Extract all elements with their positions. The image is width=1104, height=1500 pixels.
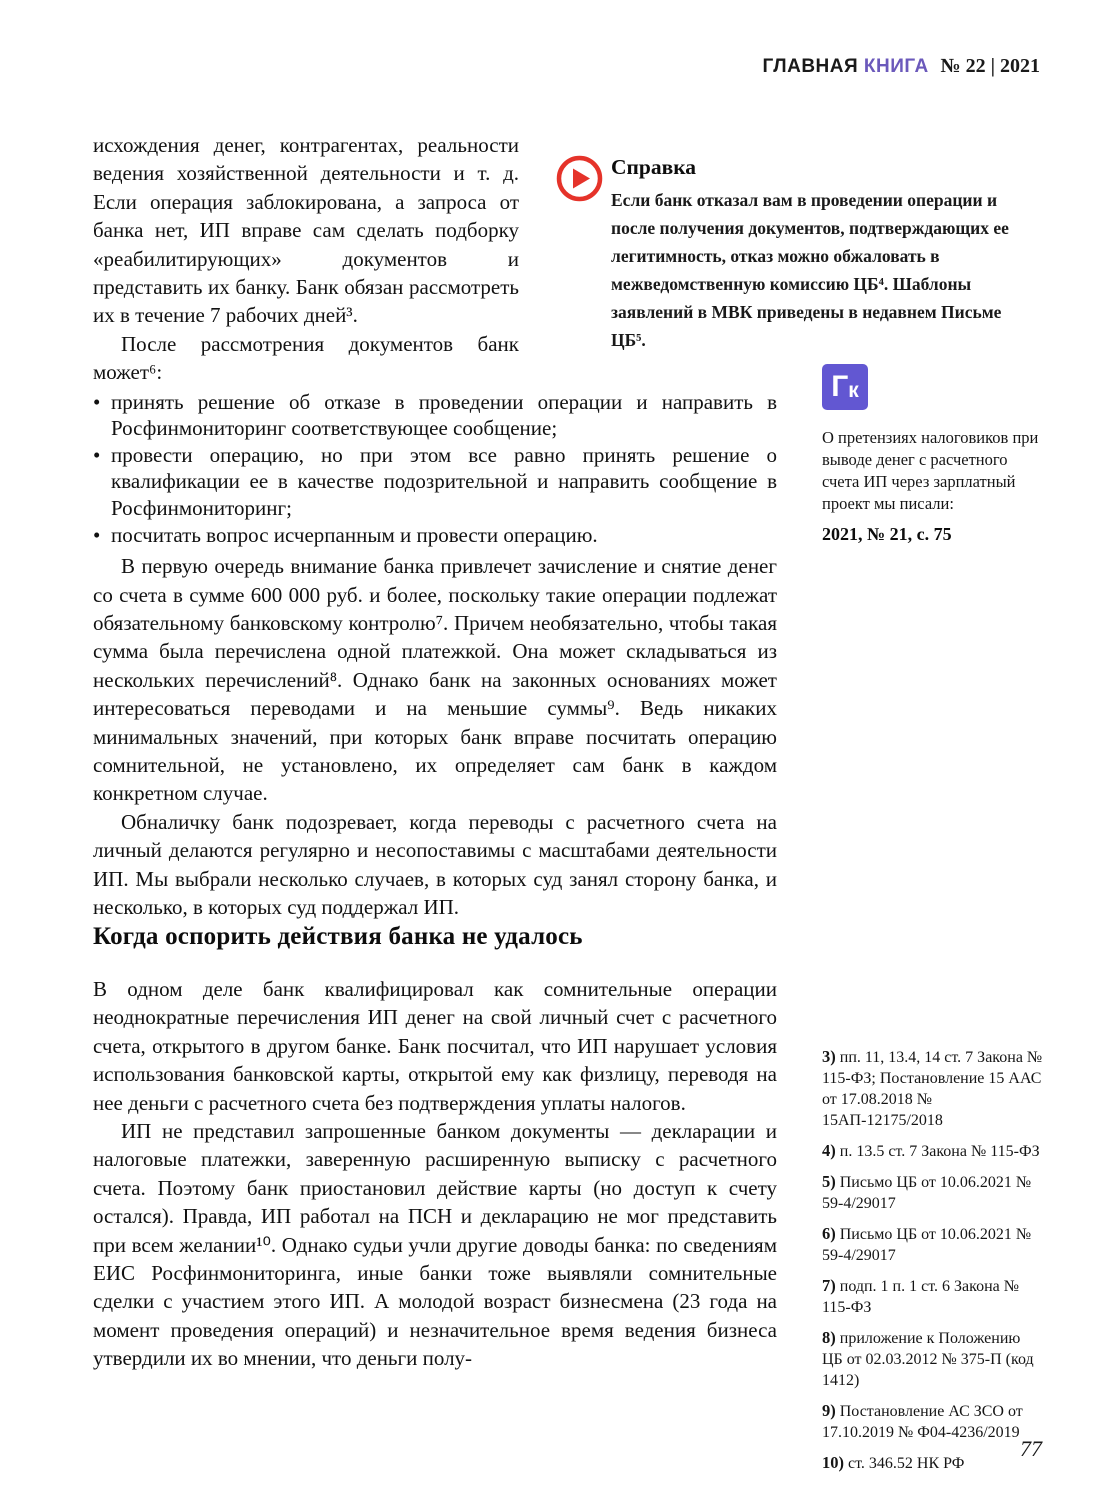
list-item bbox=[93, 522, 777, 549]
bullet-text: принять решение об отказе в проведении операции и направить в Росфинмониторинг соответствующее сообщение; bbox=[111, 389, 777, 441]
logo-letter-k: к bbox=[848, 379, 859, 402]
footnote bbox=[822, 1327, 1044, 1391]
bullet-list bbox=[93, 389, 777, 549]
list-item bbox=[93, 389, 777, 442]
bullet-text: посчитать вопрос исчерпанным и провести операцию. bbox=[111, 522, 598, 547]
article-paragraph: ИП не представил запрошенные банком документы — декларации и налоговые платежки, заверенную расширенную выписку с расчетного счета. Поэтому банк приостановил действие карты (но доступ к счету остался). Правда, ИП работал на ПСН и декларацию не мог представить при всем желании¹⁰. Однако судьи учли другие доводы банка: по сведениям ЕИС Росфинмониторинга, иные банки тоже выявляли сомнительные сделки с участием этого ИП. А молодой возраст бизнесмена (23 года на момент проведения операций) и незначительное время ведения бизнеса утвердили их во мнении, что деньги полу- bbox=[93, 1119, 777, 1371]
article-paragraph: В одном деле банк квалифицировал как сомнительные операции неоднократные перечисления ИП денег на свой личный счет с расчетного счета, открытого в другом банке. Банк посчитал, что ИП нарушает условия использования банковской карты, открытой ему как физлицу, переводя на нее деньги с расчетного счета без подтверждения уплаты налогов. bbox=[93, 977, 777, 1115]
footnote bbox=[822, 1275, 1044, 1318]
bullet-icon: • bbox=[93, 389, 101, 414]
list-item bbox=[93, 442, 777, 522]
bullet-text: провести операцию, но при этом все равно принять решение о квалификации ее в качестве подозрительной и направить сообщение в Росфинмониторинг; bbox=[111, 442, 777, 521]
bullet-icon: • bbox=[93, 442, 101, 467]
article-paragraph: После рассмотрения документов банк может⁶: bbox=[93, 331, 519, 385]
logo-letter-g: Г bbox=[831, 370, 849, 403]
article-paragraph: Обналичку банк подозревает, когда переводы с расчетного счета на личный делаются регулярно и несопоставимы с масштабами деятельности ИП. Мы выбрали несколько случаев, в которых суд занял сторону банка, и несколько, в которых суд поддержал ИП. bbox=[93, 809, 777, 920]
article-column-bottom bbox=[93, 922, 777, 1373]
footnotes-block bbox=[822, 1046, 1044, 1483]
footnote bbox=[822, 1140, 1044, 1162]
issue-number: № 22 | 2021 bbox=[940, 55, 1040, 77]
footnote-number: 5) bbox=[822, 1172, 836, 1191]
footnote-number: 9) bbox=[822, 1401, 836, 1420]
brand-name-purple: КНИГА bbox=[863, 56, 929, 77]
footnote-number: 7) bbox=[822, 1276, 836, 1295]
footnote-text: ст. 346.52 НК РФ bbox=[848, 1455, 965, 1472]
footnote-text: приложение к Положению ЦБ от 02.03.2012 № 375-П (код 1412) bbox=[822, 1330, 1034, 1389]
bullet-icon: • bbox=[93, 522, 101, 547]
footnote-text: Письмо ЦБ от 10.06.2021 № 59-4/29017 bbox=[822, 1174, 1032, 1212]
page-header bbox=[0, 55, 1040, 78]
footnote bbox=[822, 1171, 1044, 1214]
footnote-number: 10) bbox=[822, 1453, 844, 1472]
footnote bbox=[822, 1046, 1044, 1131]
footnote bbox=[822, 1223, 1044, 1266]
glavnaya-kniga-logo-icon bbox=[822, 364, 868, 410]
spravka-text: Если банк отказал вам в проведении операции и после получения документов, подтверждающих ее легитимность, отказ можно обжаловать в межведомственную комиссию ЦБ⁴. Шаблоны заявлений в МВК приведены в недавнем Письме ЦБ⁵. bbox=[611, 190, 1009, 350]
footnote bbox=[822, 1452, 1044, 1474]
spravka-title: Справка bbox=[611, 155, 697, 179]
footnote-text: Письмо ЦБ от 10.06.2021 № 59-4/29017 bbox=[822, 1226, 1032, 1264]
footnote-number: 4) bbox=[822, 1141, 836, 1160]
crossref-note: О претензиях налоговиков при выводе денег с расчетного счета ИП через зарплатный проект мы писали: bbox=[822, 428, 1039, 513]
page-number: 77 bbox=[1020, 1436, 1042, 1461]
footnote-text: пп. 11, 13.4, 14 ст. 7 Закона № 115-ФЗ; Постановление 15 ААС от 17.08.2018 № 15АП-12175/2018 bbox=[822, 1049, 1043, 1129]
article-column-top bbox=[93, 131, 777, 922]
footnote-number: 3) bbox=[822, 1047, 836, 1066]
crossref-block bbox=[822, 364, 1042, 545]
footnote-number: 6) bbox=[822, 1224, 836, 1243]
article-paragraph: В первую очередь внимание банка привлечет зачисление и снятие денег со счета в сумме 600 000 руб. и более, поскольку такие операции подлежат обязательному банковскому контролю⁷. Причем необязательно, чтобы такая сумма была перечислена одной платежкой. Она может складываться из нескольких перечислений⁸. Однако банк на законных основаниях может интересоваться переводами и на меньшие суммы⁹. Ведь никаких минимальных значений, при которых банк вправе посчитать операцию сомнительной, не установлено, их определяет сам банк в каждом конкретном случае. bbox=[93, 554, 777, 806]
footnote-text: Постановление АС ЗСО от 17.10.2019 № Ф04-4236/2019 bbox=[822, 1403, 1023, 1441]
footnote-text: подп. 1 п. 1 ст. 6 Закона № 115-ФЗ bbox=[822, 1278, 1020, 1316]
crossref-issue-ref: 2021, № 21, с. 75 bbox=[822, 524, 952, 544]
article-paragraph: исхождения денег, контрагентах, реальности ведения хозяйственной деятельности и т. д. Если операция заблокирована, а запроса от банка нет, ИП вправе сам сделать подборку «реабилитирующих» документов и представить их банку. Банк обязан рассмотреть их в течение 7 рабочих дней³. bbox=[93, 133, 519, 328]
footnote bbox=[822, 1400, 1044, 1443]
brand-name-black: ГЛАВНАЯ bbox=[762, 56, 859, 77]
footnote-number: 8) bbox=[822, 1328, 836, 1347]
section-heading: Когда оспорить действия банка не удалось bbox=[93, 923, 583, 950]
footnote-text: п. 13.5 ст. 7 Закона № 115-ФЗ bbox=[839, 1143, 1040, 1160]
